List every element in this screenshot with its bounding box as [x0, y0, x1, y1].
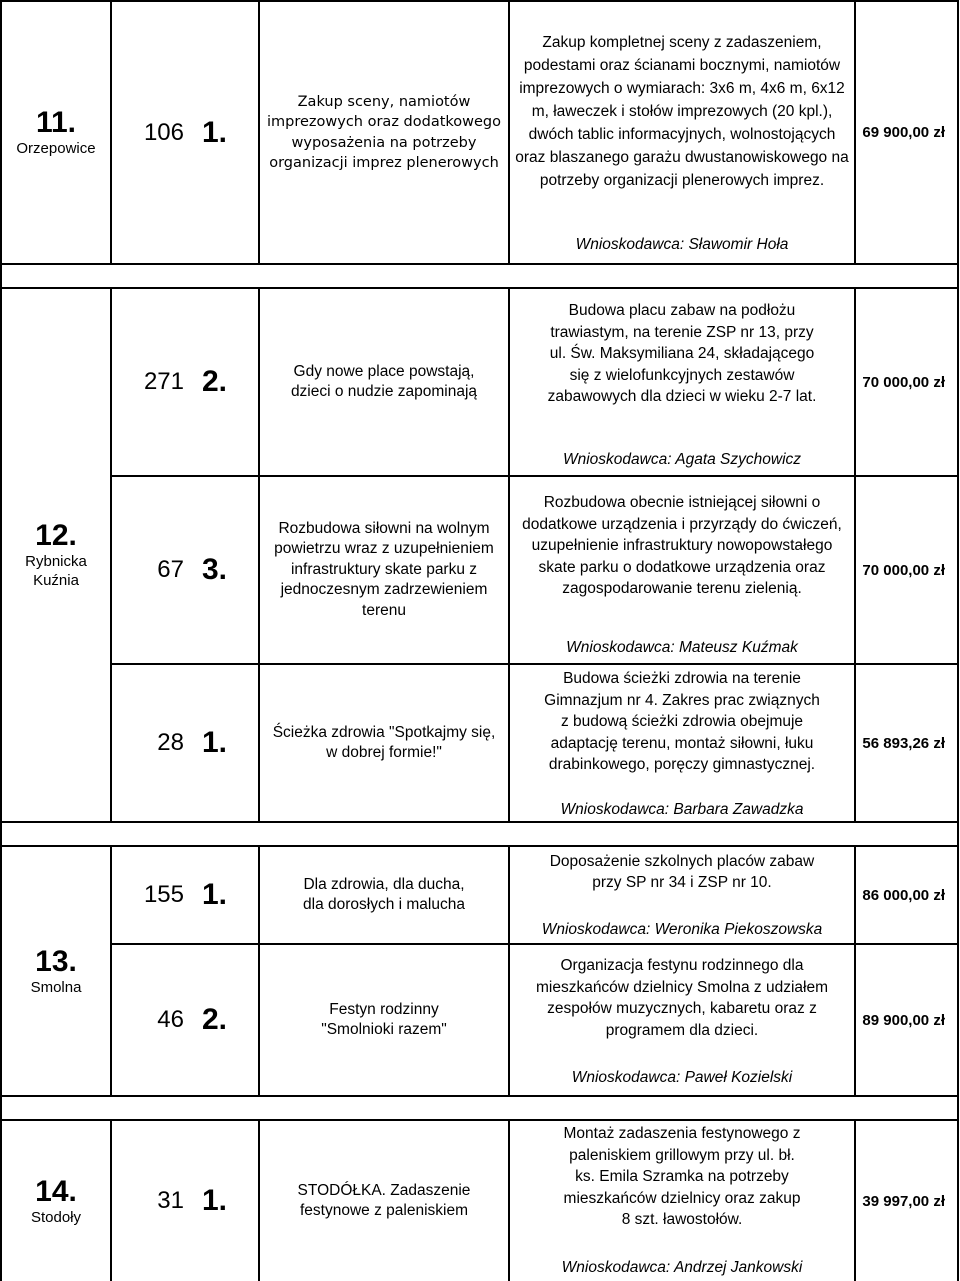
district-cell [2, 2, 110, 263]
project-description: Montaż zadaszenia festynowego z paleniskiem grillowym przy ul. bł. ks. Emila Szramka na potrzeby mieszkańców dzielnicy oraz zakup 8 szt. ławostołów. [563, 1125, 801, 1229]
applicant: Wnioskodawca: Sławomir Hoła [575, 236, 789, 253]
district-number: 13. [35, 944, 77, 978]
votes-count: 155 [143, 881, 184, 908]
project-title: Zakup sceny, namiotów imprezowych oraz dodatkowego wyposażenia na potrzeby organizacji imprez plenerowych [266, 93, 501, 171]
project-amount: 70 000,00 zł [862, 373, 945, 391]
applicant: Wnioskodawca: Weronika Piekoszowska [541, 921, 823, 938]
project-amount: 86 000,00 zł [862, 886, 945, 904]
applicant: Wnioskodawca: Mateusz Kuźmak [566, 639, 798, 656]
district-number: 14. [35, 1174, 77, 1208]
project-rank: 2. [202, 1003, 228, 1036]
project-rank: 1. [202, 878, 228, 911]
project-rank: 1. [202, 1184, 228, 1217]
project-title: Dla zdrowia, dla ducha, dla dorosłych i malucha [303, 875, 465, 913]
project-description: Zakup kompletnej sceny z zadaszeniem, podestami oraz ścianami bocznymi, namiotów imprezowych o wymiarach: 3x6 m, 4x6 m, 6x12 m, ławeczek i stołów imprezowych (20 kpl.), dwóch tablic informacyjnych, wolnostojących oraz blaszanego garażu dwustanowiskowego na potrzeby organizacji plenerowych imprez. [515, 33, 849, 189]
votes-count: 31 [157, 1187, 184, 1214]
district-name: Stodoły [30, 1208, 82, 1226]
project-rank: 1. [202, 115, 228, 149]
district-cell [2, 847, 110, 1095]
project-description: Rozbudowa obecnie istniejącej siłowni o dodatkowe urządzenia i przyrządy do ćwiczeń, uzupełnienie infrastruktury nowopowstałego skate parku o dodatkowe urządzenia oraz zagospodarowanie terenu zielenią. [522, 494, 842, 598]
applicant: Wnioskodawca: Paweł Kozielski [571, 1069, 793, 1086]
project-amount: 69 900,00 zł [862, 124, 945, 141]
district-cell [2, 289, 110, 821]
project-description: Organizacja festynu rodzinnego dla mieszkańców dzielnicy Smolna z udziałem zespołów muzycznych, kabaretu oraz z programem dla dzieci. [535, 957, 829, 1039]
project-description: Budowa placu zabaw na podłożu trawiastym, na terenie ZSP nr 13, przy ul. Św. Maksymiliana 24, składającego się z wielofunkcyjnych zestawów zabawowych dla dzieci w wieku 2-7 lat. [547, 302, 817, 406]
votes-count: 46 [157, 1006, 184, 1033]
project-rank: 2. [202, 365, 228, 398]
project-amount: 89 900,00 zł [862, 1011, 945, 1029]
district-name: Rybnicka Kuźnia [25, 553, 87, 589]
project-amount: 70 000,00 zł [862, 561, 945, 579]
project-description: Budowa ścieżki zdrowia na terenie Gimnazjum nr 4. Zakres prac związnych z budową ścieżki zdrowia obejmuje adaptację terenu, montaż siłowni, łuku drabinkowego, poręczy gimnastycznej. [544, 670, 820, 774]
district-number: 12. [35, 519, 77, 552]
project-amount: 39 997,00 zł [862, 1192, 945, 1210]
applicant: Wnioskodawca: Agata Szychowicz [562, 451, 802, 468]
project-title: Rozbudowa siłowni na wolnym powietrzu wraz z uzupełnieniem infrastruktury skate parku z jednoczesnym zadrzewieniem terenu [274, 519, 494, 619]
district-number: 11. [35, 106, 77, 139]
votes-count: 28 [157, 729, 184, 756]
project-title: Festyn rodzinny "Smolnioki razem" [321, 1000, 447, 1038]
row-divider [0, 263, 959, 265]
table-border-right [957, 0, 959, 1281]
votes-count: 106 [143, 118, 184, 146]
applicant: Wnioskodawca: Barbara Zawadzka [560, 801, 804, 818]
project-title: STODÓŁKA. Zadaszenie festynowe z paleniskiem [297, 1181, 471, 1219]
project-amount: 56 893,26 zł [862, 734, 945, 752]
votes-count: 271 [143, 368, 184, 395]
project-description: Doposażenie szkolnych placów zabaw przy SP nr 34 i ZSP nr 10. [549, 852, 815, 891]
row-divider [0, 1095, 959, 1097]
votes-count: 67 [157, 556, 184, 583]
project-rank: 3. [202, 553, 228, 586]
district-name: Smolna [30, 978, 82, 996]
project-rank: 1. [202, 726, 228, 759]
project-title: Ścieżka zdrowia "Spotkajmy się, w dobrej formie!" [272, 723, 496, 761]
applicant: Wnioskodawca: Andrzej Jankowski [561, 1259, 803, 1276]
district-cell [2, 1121, 110, 1281]
project-title: Gdy nowe place powstają, dzieci o nudzie zapominają [290, 362, 478, 400]
district-name: Orzepowice [16, 140, 96, 157]
